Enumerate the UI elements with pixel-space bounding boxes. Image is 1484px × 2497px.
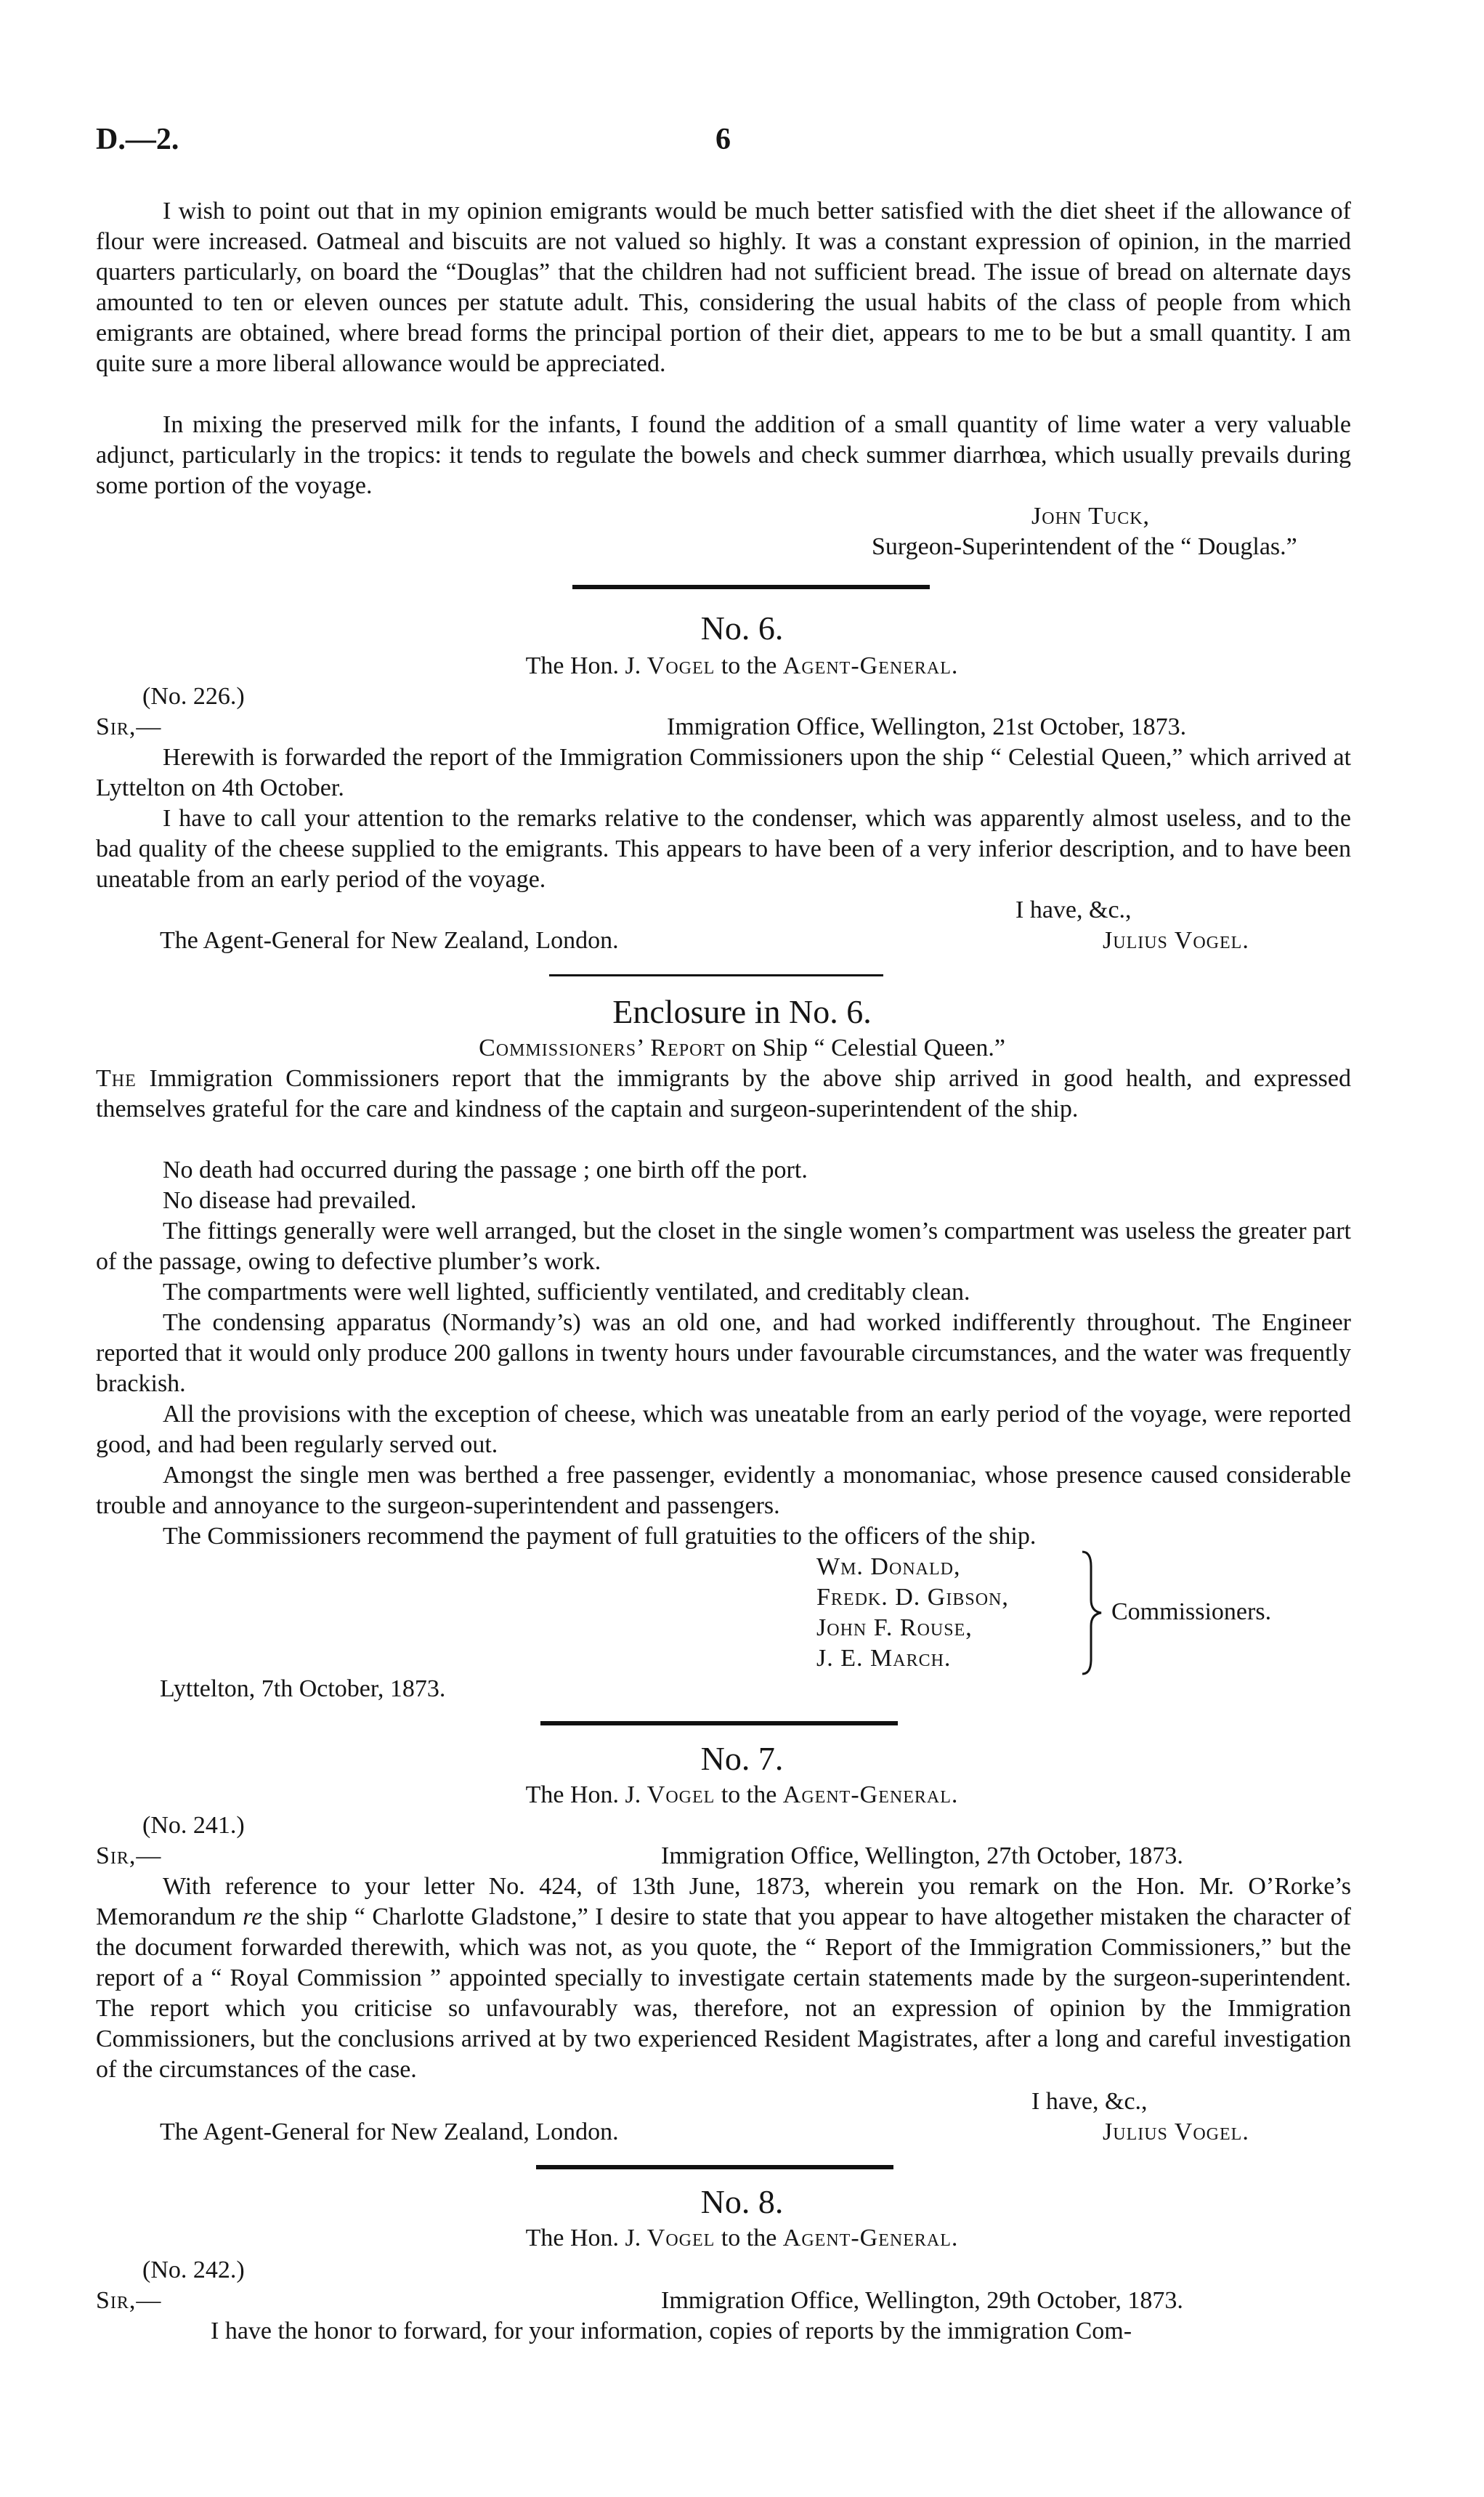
no7-subtitle: The Hon. J. Vogel to the Agent-General. (525, 1781, 959, 1808)
section-divider (572, 585, 930, 589)
no8-paragraph-1: I have the honor to forward, for your information, copies of reports by the immigration Com- (211, 2318, 1132, 2344)
enclosure-paragraph-7: All the provisions with the exception of cheese, which was uneatable from an early period of the voyage, were reported good, and had been regularly served out. (96, 1401, 1351, 1458)
no7-closing: I have, &c., (1031, 2088, 1148, 2115)
no8-salutation: Sir,— (96, 2287, 162, 2314)
enclosure-paragraph-9: The Commissioners recommend the payment of full gratuities to the officers of the ship. (163, 1523, 1037, 1550)
no8-title: No. 8. (700, 2183, 784, 2220)
commissioner-name: J. E. March. (816, 1645, 952, 1672)
document-reference: D.—2. (96, 123, 179, 156)
no8-subtitle: The Hon. J. Vogel to the Agent-General. (525, 2225, 959, 2251)
enclosure-paragraph-5: The compartments were well lighted, sufficiently ventilated, and creditably clean. (163, 1279, 970, 1306)
no6-signature: Julius Vogel. (1103, 927, 1249, 954)
no6-subtitle: The Hon. J. Vogel to the Agent-General. (525, 652, 959, 679)
no6-addressee: The Agent-General for New Zealand, London. (160, 927, 619, 954)
no7-ref: (No. 241.) (142, 1812, 245, 1839)
section-divider (540, 1721, 898, 1725)
no6-salutation: Sir,— (96, 713, 162, 740)
no6-ref: (No. 226.) (142, 683, 245, 710)
commissioners-label: Commissioners. (1111, 1598, 1272, 1625)
no7-title: No. 7. (700, 1740, 784, 1777)
enclosure-paragraph-8: Amongst the single men was berthed a free passenger, evidently a monomaniac, whose presence caused considerable trouble and annoyance to the surgeon-superintendent and passengers. (96, 1462, 1351, 1519)
no7-signature: Julius Vogel. (1103, 2118, 1249, 2145)
signer-name: John Tuck, (1031, 503, 1151, 530)
no8-dateline: Immigration Office, Wellington, 29th October, 1873. (661, 2287, 1183, 2314)
intro-paragraph-1: I wish to point out that in my opinion emigrants would be much better satisfied with the diet sheet if the allowance of flour were increased. Oatmeal and biscuits are not valued so highly. It was a constant expression of opinion, in the married quarters particularly, on board the “Douglas” that the children had not sufficient bread. The issue of bread on alternate days amounted to ten or eleven ounces per statute adult. This, considering the usual habits of the class of people from which emigrants are obtained, where bread forms the principal portion of their diet, appears to me to be but a small quantity. I am quite sure a more liberal allowance would be appreciated. (96, 198, 1351, 377)
no7-salutation: Sir,— (96, 1842, 162, 1869)
intro-paragraph-2: In mixing the preserved milk for the infants, I found the addition of a small quantity of lime water a very valuable adjunct, particularly in the tropics: it tends to regulate the bowels and check summer diarrhœa, which usually prevails during some portion of the voyage. (96, 411, 1351, 499)
section-divider (549, 974, 883, 976)
enclosure-paragraph-3: No disease had prevailed. (163, 1187, 417, 1214)
page-number: 6 (715, 123, 731, 156)
enclosure-place-date: Lyttelton, 7th October, 1873. (160, 1675, 446, 1702)
enclosure-title: Enclosure in No. 6. (612, 993, 872, 1030)
no7-paragraph-1: With reference to your letter No. 424, of 13th June, 1873, wherein you remark on the Hon. Mr. O’Rorke’s Memorandum re the ship “ Charlotte Gladstone,” I desire to state that you appear to have altogether mistaken the character of the document forwarded therewith, which was not, as you quote, the “ Report of the Immigration Commissioners,” but the report of a “ Royal Commission ” appointed specially to investigate certain statements made by the surgeon-superintendent. The report which you criticise so unfavourably was, therefore, not an expression of opinion by the Immigration Commissioners, but the conclusions arrived at by two experienced Resident Magistrates, after a long and careful investigation of the circumstances of the case. (96, 1873, 1351, 2083)
no7-dateline: Immigration Office, Wellington, 27th October, 1873. (661, 1842, 1183, 1869)
no6-closing: I have, &c., (1015, 897, 1132, 923)
no7-addressee: The Agent-General for New Zealand, London. (160, 2118, 619, 2145)
no6-dateline: Immigration Office, Wellington, 21st October, 1873. (667, 713, 1187, 740)
no6-paragraph-1: Herewith is forwarded the report of the Immigration Commissioners upon the ship “ Celestial Queen,” which arrived at Lyttelton on 4th October. (96, 744, 1351, 801)
enclosure-paragraph-1: The Immigration Commissioners report that the immigrants by the above ship arrived in good health, and expressed themselves grateful for the care and kindness of the captain and surgeon-superintendent of the ship. (96, 1065, 1351, 1122)
enclosure-paragraph-4: The fittings generally were well arranged, but the closet in the single women’s compartment was useless the greater part of the passage, owing to defective plumber’s work. (96, 1218, 1351, 1275)
no6-title: No. 6. (700, 610, 784, 647)
commissioner-name: Fredk. D. Gibson, (816, 1584, 1009, 1611)
no8-ref: (No. 242.) (142, 2257, 245, 2283)
no6-paragraph-2: I have to call your attention to the remarks relative to the condenser, which was apparently almost useless, and to the bad quality of the cheese supplied to the emigrants. This appears to have been of a very inferior description, and to have been uneatable from an early period of the voyage. (96, 805, 1351, 893)
enclosure-subtitle: Commissioners’ Report on Ship “ Celestial Queen.” (479, 1035, 1005, 1061)
enclosure-paragraph-2: No death had occurred during the passage ; one birth off the port. (163, 1157, 808, 1183)
signer-title: Surgeon-Superintendent of the “ Douglas.” (872, 533, 1297, 560)
right-brace (1078, 1549, 1107, 1677)
enclosure-paragraph-6: The condensing apparatus (Normandy’s) was an old one, and had worked indifferently throughout. The Engineer reported that it would only produce 200 gallons in twenty hours under favourable circumstances, and the water was frequently brackish. (96, 1309, 1351, 1397)
commissioner-name: John F. Rouse, (816, 1614, 973, 1641)
section-divider (536, 2165, 893, 2169)
commissioner-name: Wm. Donald, (816, 1553, 961, 1580)
